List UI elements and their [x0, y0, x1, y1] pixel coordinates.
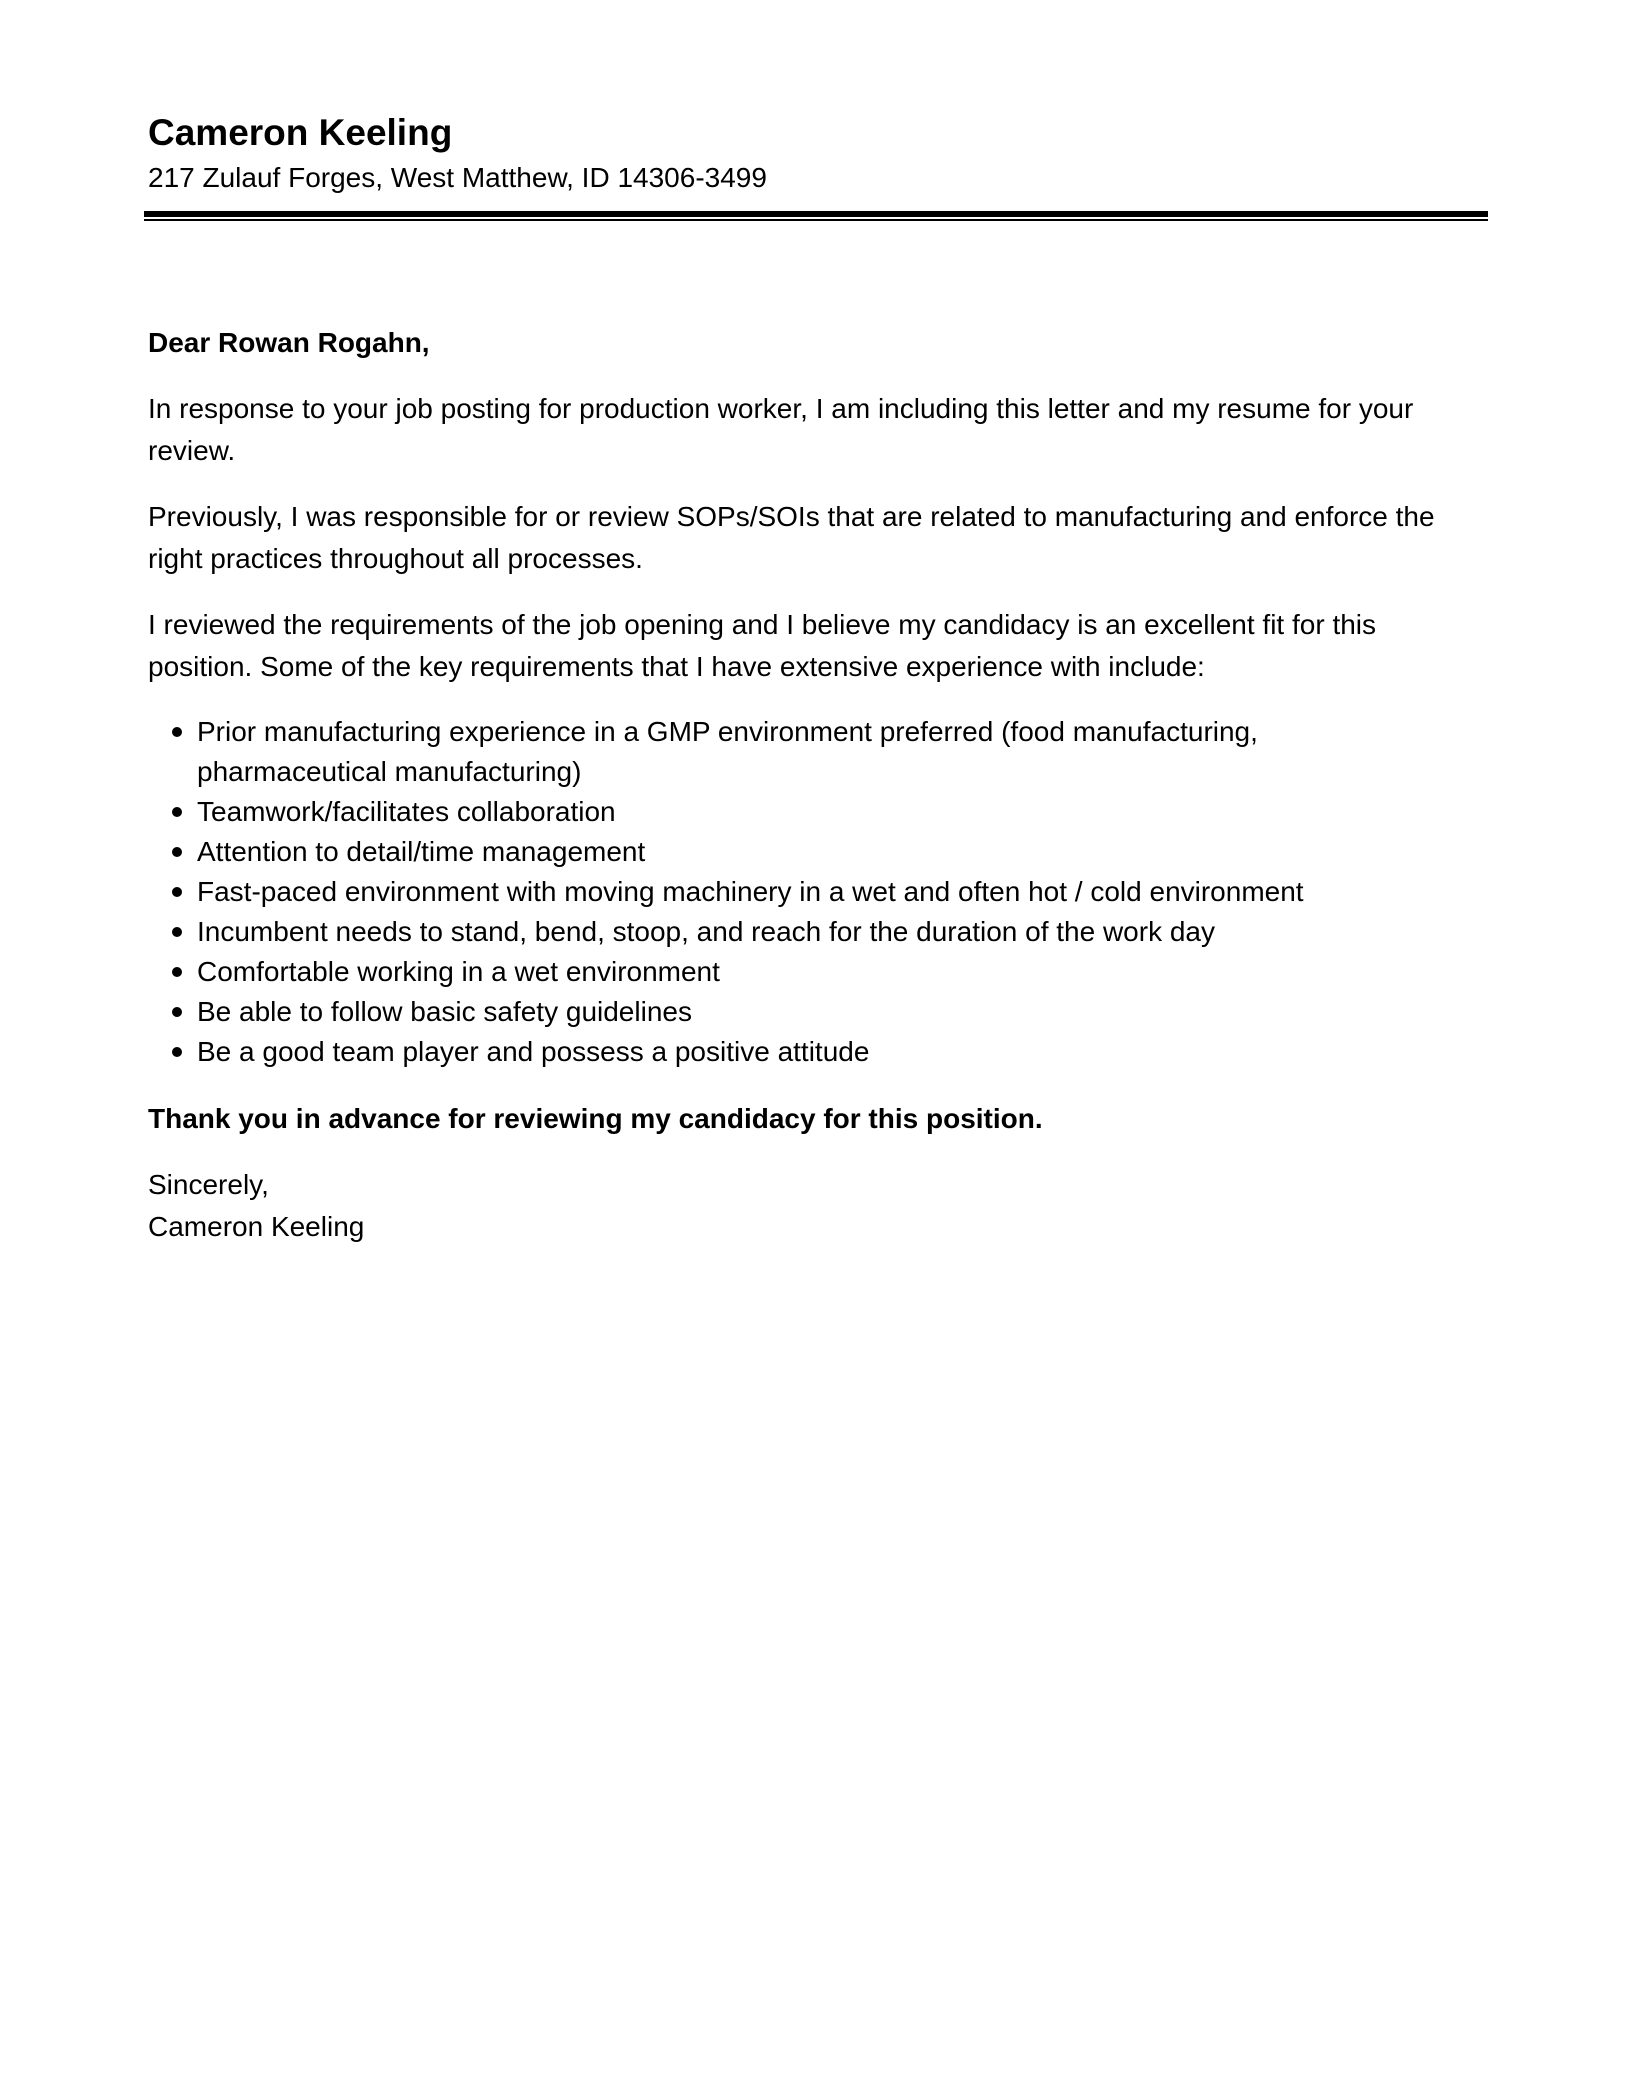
closing: Sincerely, — [148, 1169, 269, 1200]
list-item-text: Attention to detail/time management — [197, 836, 646, 867]
list-item — [148, 792, 1448, 832]
list-item — [148, 912, 1448, 952]
list-item-text: Incumbent needs to stand, bend, stoop, and reach for the duration of the work day — [197, 916, 1215, 947]
list-item — [148, 872, 1448, 912]
paragraph-requirements: I reviewed the requirements of the job opening and I believe my candidacy is an excellent fit for this position. Some of the key requirements that I have extensive experience with include: — [148, 609, 1377, 682]
list-item-text: Fast-paced environment with moving machinery in a wet and often hot / cold environment — [197, 876, 1304, 907]
bullet-icon — [172, 927, 182, 937]
bullet-icon — [172, 887, 182, 897]
header-divider — [144, 211, 1488, 221]
divider-thin-line — [144, 219, 1488, 221]
list-item — [148, 712, 1448, 792]
bullet-icon — [172, 1007, 182, 1017]
salutation: Dear Rowan Rogahn, — [148, 327, 430, 358]
requirements-list — [148, 712, 1448, 1072]
letterhead — [148, 108, 1488, 198]
letter-body — [148, 322, 1448, 1248]
paragraph-experience: Previously, I was responsible for or review SOPs/SOIs that are related to manufacturing and enforce the right practices throughout all processes. — [148, 501, 1435, 574]
list-item-text: Be able to follow basic safety guidelines — [197, 996, 692, 1027]
list-item-text: Comfortable working in a wet environment — [197, 956, 720, 987]
thanks-line: Thank you in advance for reviewing my candidacy for this position. — [148, 1103, 1043, 1134]
list-item-text: Prior manufacturing experience in a GMP environment preferred (food manufacturing, pharmaceutical manufacturing) — [197, 716, 1258, 787]
list-item — [148, 832, 1448, 872]
signature-name: Cameron Keeling — [148, 1211, 365, 1242]
bullet-icon — [172, 807, 182, 817]
list-item-text: Be a good team player and possess a positive attitude — [197, 1036, 870, 1067]
list-item — [148, 992, 1448, 1032]
bullet-icon — [172, 727, 182, 737]
bullet-icon — [172, 847, 182, 857]
bullet-icon — [172, 1047, 182, 1057]
sender-address: 217 Zulauf Forges, West Matthew, ID 14306-3499 — [148, 162, 767, 193]
bullet-icon — [172, 967, 182, 977]
list-item — [148, 952, 1448, 992]
paragraph-intro: In response to your job posting for production worker, I am including this letter and my resume for your review. — [148, 393, 1414, 466]
list-item-text: Teamwork/facilitates collaboration — [197, 796, 616, 827]
sender-name: Cameron Keeling — [148, 112, 453, 153]
list-item — [148, 1032, 1448, 1072]
